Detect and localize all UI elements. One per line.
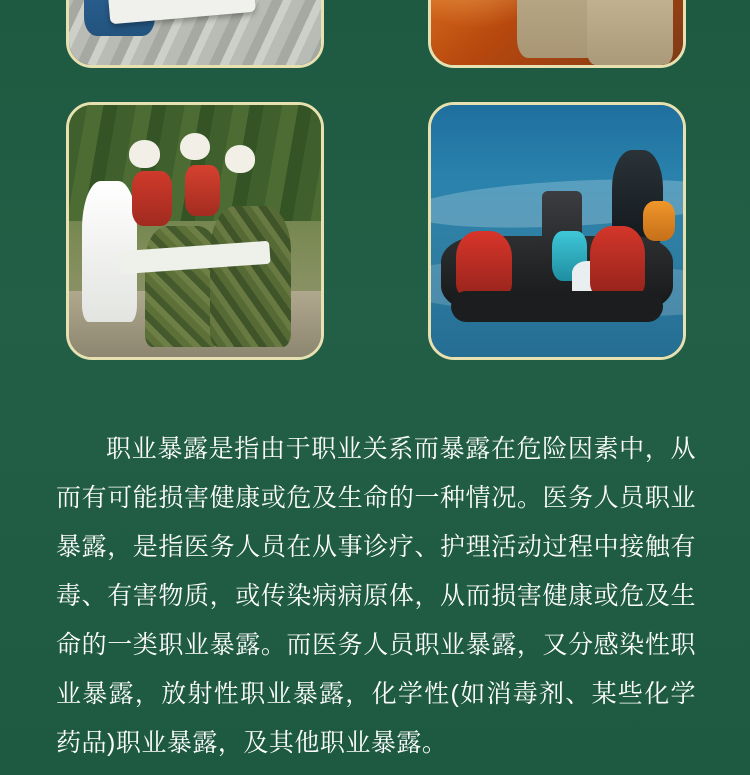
photo-grid <box>60 0 690 380</box>
body-paragraph: 职业暴露是指由于职业关系而暴露在危险因素中，从而有可能损害健康或危及生命的一种情况。医务人员职业暴露，是指医务人员在从事诊疗、护理活动过程中接触有毒、有害物质，或传染病病原体，从而损害健康或危及生命的一类职业暴露。而医务人员职业暴露，又分感染性职业暴露，放射性职业暴露，化学性(如消毒剂、某些化学药品)职业暴露，及其他职业暴露。 <box>56 435 696 757</box>
photo-bottom-right <box>428 102 686 360</box>
photo-top-left <box>66 0 324 68</box>
photo-bottom-right-image <box>431 105 683 357</box>
photo-top-right <box>428 0 686 68</box>
photo-top-left-image <box>69 0 321 65</box>
photo-bottom-left <box>66 102 324 360</box>
photo-bottom-left-image <box>69 105 321 357</box>
photo-top-right-image <box>431 0 683 65</box>
